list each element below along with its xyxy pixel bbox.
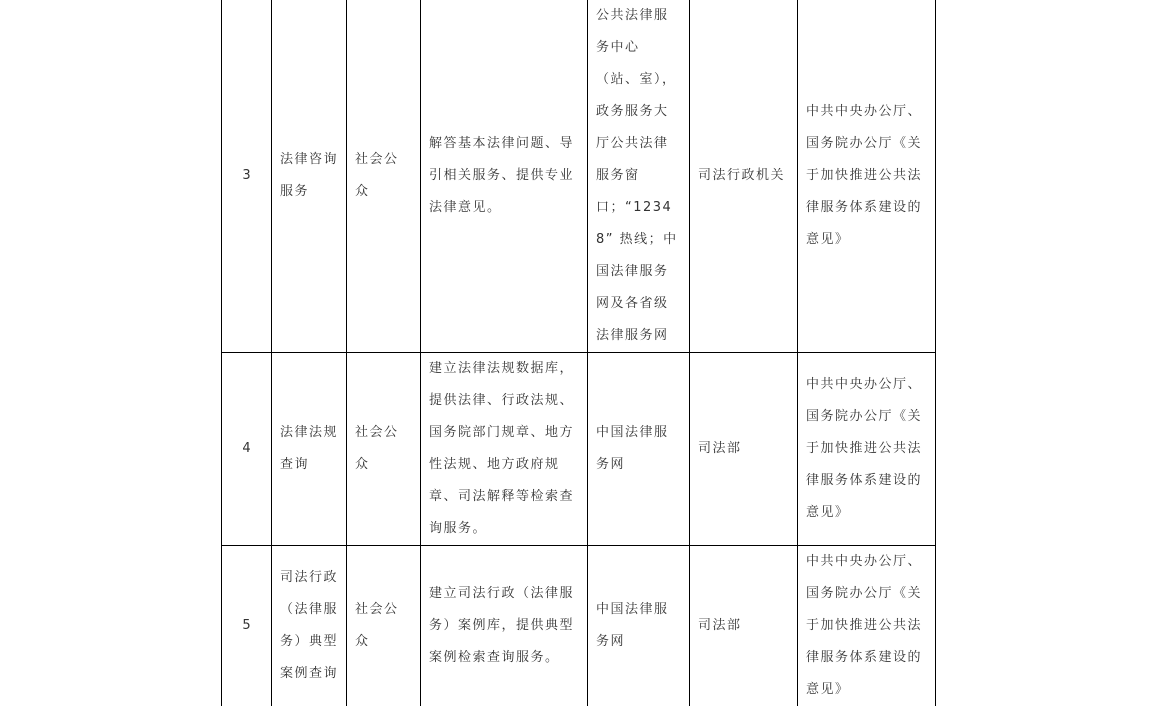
table-row xyxy=(222,0,936,353)
row-number: 4 xyxy=(222,353,272,546)
service-channel: 中国法律服务网 xyxy=(588,546,690,706)
table-row xyxy=(222,546,936,706)
policy-basis: 中共中央办公厅、国务院办公厅《关于加快推进公共法律服务体系建设的意见》 xyxy=(798,353,936,546)
responsible-department: 司法行政机关 xyxy=(690,0,798,353)
table-row xyxy=(222,353,936,546)
service-name: 法律咨询服务 xyxy=(272,0,347,353)
public-legal-services-table xyxy=(221,0,936,706)
service-name: 法律法规查询 xyxy=(272,353,347,546)
document-page xyxy=(221,0,935,706)
policy-basis: 中共中央办公厅、国务院办公厅《关于加快推进公共法律服务体系建设的意见》 xyxy=(798,0,936,353)
service-content: 解答基本法律问题、导引相关服务、提供专业法律意见。 xyxy=(421,0,588,353)
row-number: 3 xyxy=(222,0,272,353)
policy-basis: 中共中央办公厅、国务院办公厅《关于加快推进公共法律服务体系建设的意见》 xyxy=(798,546,936,706)
service-content: 建立法律法规数据库，提供法律、行政法规、国务院部门规章、地方性法规、地方政府规章、司法解释等检索查询服务。 xyxy=(421,353,588,546)
service-target: 社会公众 xyxy=(347,0,421,353)
service-target: 社会公众 xyxy=(347,546,421,706)
row-number: 5 xyxy=(222,546,272,706)
service-channel: 中国法律服务网 xyxy=(588,353,690,546)
responsible-department: 司法部 xyxy=(690,353,798,546)
responsible-department: 司法部 xyxy=(690,546,798,706)
service-content: 建立司法行政（法律服务）案例库，提供典型案例检索查询服务。 xyxy=(421,546,588,706)
service-name: 司法行政（法律服务）典型案例查询 xyxy=(272,546,347,706)
service-target: 社会公众 xyxy=(347,353,421,546)
service-channel: 公共法律服务中心（站、室），政务服务大厅公共法律服务窗口；“12348” 热线；中国法律服务网及各省级法律服务网 xyxy=(588,0,690,353)
